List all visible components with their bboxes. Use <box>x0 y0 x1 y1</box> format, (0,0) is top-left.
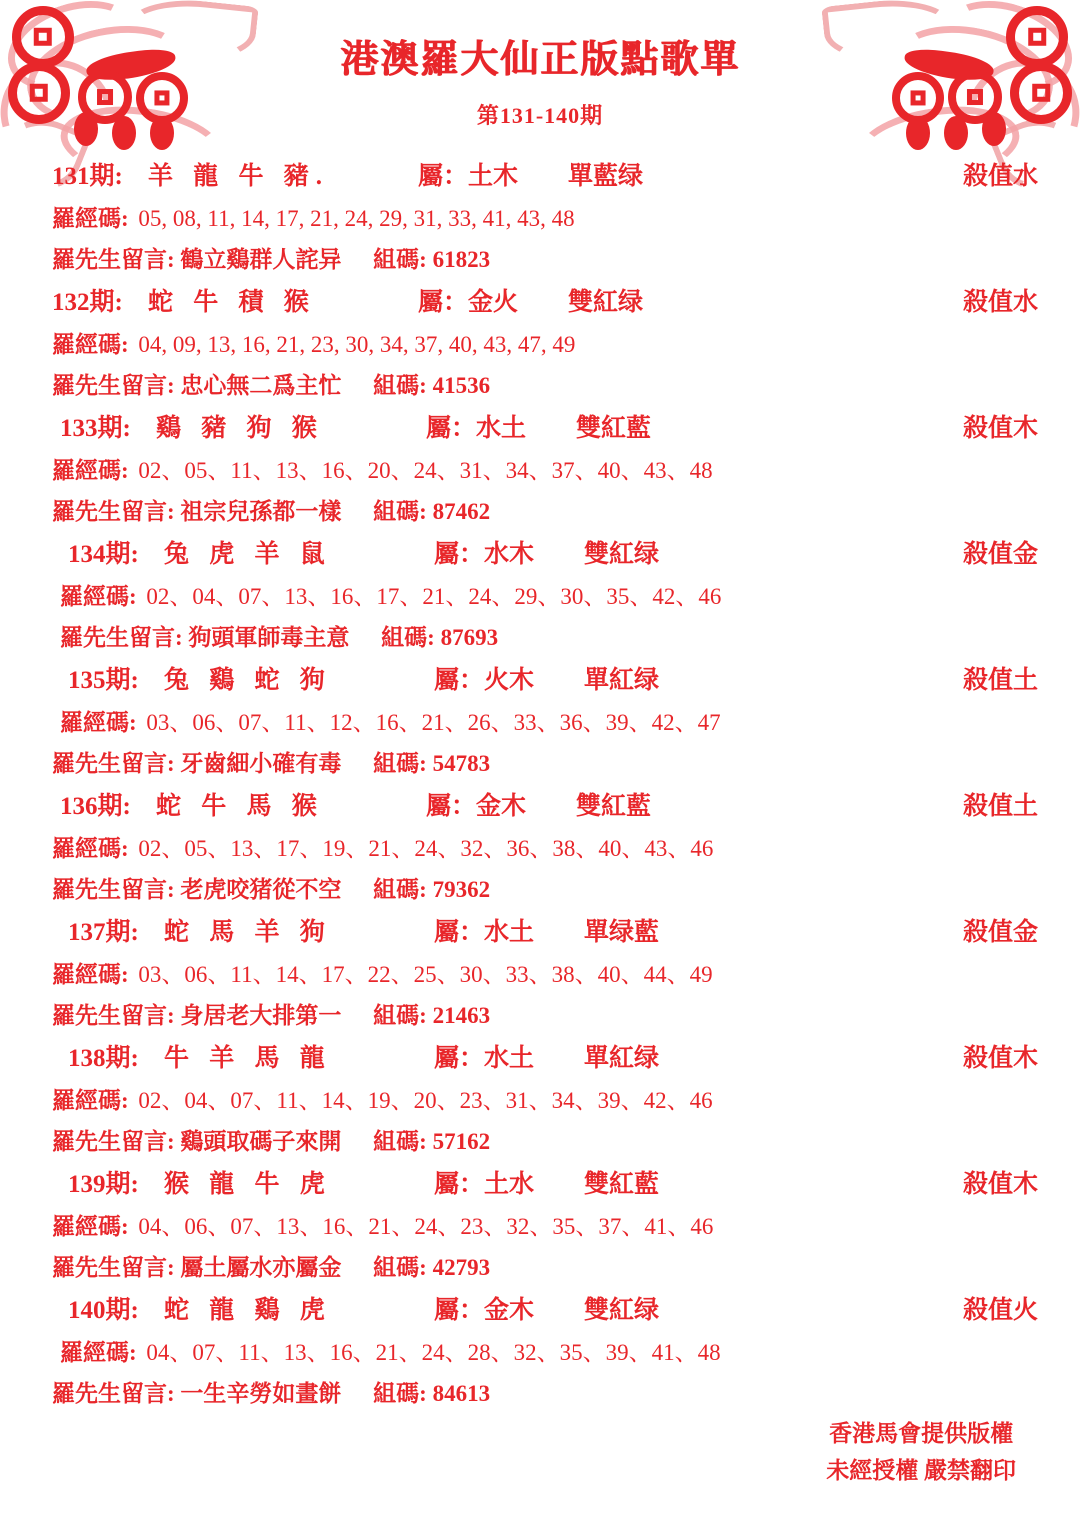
codes-label: 羅經碼: <box>52 962 129 987</box>
entry-codes-row <box>52 326 1038 359</box>
message-label: 羅先生留言: <box>52 1381 175 1406</box>
entry-period: 140期: <box>68 1297 139 1324</box>
entry-message: 屬土屬水亦屬金 <box>180 1255 342 1280</box>
group-label: 組碼: <box>381 625 435 650</box>
entry-period: 132期: <box>52 289 123 316</box>
entry-group: 79362 <box>432 877 491 902</box>
entry-message-row <box>52 1123 1038 1156</box>
entry-kill-value: 殺值土 <box>962 793 1038 820</box>
entry-kill-value: 殺值火 <box>962 1297 1038 1324</box>
entry-codes: 04、07、11、13、16、21、24、28、32、35、39、41、48 <box>146 1340 721 1365</box>
entry-group: 61823 <box>432 247 491 272</box>
entry-animals: 蛇 馬 羊 狗 <box>164 919 332 946</box>
message-label: 羅先生留言: <box>52 499 175 524</box>
entry-headline <box>52 1290 1038 1326</box>
entry-message-row <box>52 1249 1038 1282</box>
entry-element: 屬：金木 <box>426 793 527 820</box>
entry-colors: 雙紅藍 <box>584 1171 660 1198</box>
entry-period: 133期: <box>60 415 131 442</box>
group-label: 組碼: <box>373 499 427 524</box>
list-item <box>52 1164 1038 1282</box>
entry-codes-row <box>52 830 1038 863</box>
entry-codes-row <box>52 452 1038 485</box>
entry-colors: 雙紅绿 <box>584 541 660 568</box>
codes-label: 羅經碼: <box>60 710 137 735</box>
list-item <box>52 408 1038 526</box>
entry-codes-row <box>52 1208 1038 1241</box>
entry-animals: 蛇 牛 馬 猴 <box>156 793 324 820</box>
entry-headline <box>52 282 1038 318</box>
entry-element: 屬：水土 <box>426 415 527 442</box>
entry-codes: 02、05、13、17、19、21、24、32、36、38、40、43、46 <box>138 836 714 861</box>
codes-label: 羅經碼: <box>52 458 129 483</box>
entry-animals: 羊 龍 牛 豬. <box>148 163 330 190</box>
group-label: 組碼: <box>373 877 427 902</box>
entry-element: 屬：金火 <box>418 289 519 316</box>
group-label: 組碼: <box>373 1003 427 1028</box>
list-item <box>52 1290 1038 1408</box>
entry-message: 狗頭軍師毒主意 <box>188 625 350 650</box>
entry-period: 135期: <box>68 667 139 694</box>
message-label: 羅先生留言: <box>52 1129 175 1154</box>
entry-codes-row <box>52 704 1038 737</box>
entry-kill-value: 殺值土 <box>962 667 1038 694</box>
entry-codes: 02、04、07、13、16、17、21、24、29、30、35、42、46 <box>146 584 722 609</box>
entry-codes: 04、06、07、13、16、21、24、23、32、35、37、41、46 <box>138 1214 714 1239</box>
entry-message-row <box>52 871 1038 904</box>
entry-animals: 鷄 豬 狗 猴 <box>156 415 324 442</box>
entry-headline <box>52 786 1038 822</box>
entry-kill-value: 殺值水 <box>962 289 1038 316</box>
message-label: 羅先生留言: <box>52 751 175 776</box>
entry-period: 139期: <box>68 1171 139 1198</box>
group-label: 組碼: <box>373 373 427 398</box>
message-label: 羅先生留言: <box>52 1003 175 1028</box>
entry-group: 87462 <box>432 499 491 524</box>
entry-message-row <box>52 241 1038 274</box>
entry-message-row <box>52 997 1038 1030</box>
entry-period: 136期: <box>60 793 131 820</box>
entry-codes: 03、06、11、14、17、22、25、30、33、38、40、44、49 <box>138 962 713 987</box>
entry-message-row <box>52 367 1038 400</box>
entry-headline <box>52 156 1038 192</box>
message-label: 羅先生留言: <box>52 247 175 272</box>
entry-kill-value: 殺值木 <box>962 1171 1038 1198</box>
copyright-line-2: 未經授權 嚴禁翻印 <box>826 1458 1016 1484</box>
entry-kill-value: 殺值金 <box>962 541 1038 568</box>
entry-kill-value: 殺值水 <box>962 163 1038 190</box>
entry-colors: 單紅绿 <box>584 667 660 694</box>
entry-headline <box>52 408 1038 444</box>
copyright-footer <box>826 1416 1016 1490</box>
group-label: 組碼: <box>373 1255 427 1280</box>
entry-group: 54783 <box>432 751 491 776</box>
entry-group: 21463 <box>432 1003 491 1028</box>
entry-element: 屬：水土 <box>434 1045 535 1072</box>
entry-message-row <box>52 745 1038 778</box>
entry-element: 屬：水木 <box>434 541 535 568</box>
entry-colors: 雙紅绿 <box>584 1297 660 1324</box>
entry-kill-value: 殺值金 <box>962 919 1038 946</box>
entry-message: 鷄頭取碼子來開 <box>180 1129 342 1154</box>
entry-group: 84613 <box>432 1381 491 1406</box>
entry-codes: 04, 09, 13, 16, 21, 23, 30, 34, 37, 40, 43, 47, 49 <box>138 332 576 357</box>
message-label: 羅先生留言: <box>52 877 175 902</box>
entry-kill-value: 殺值木 <box>962 1045 1038 1072</box>
entry-headline <box>52 660 1038 696</box>
entry-period: 131期: <box>52 163 123 190</box>
codes-label: 羅經碼: <box>60 1340 137 1365</box>
message-label: 羅先生留言: <box>52 1255 175 1280</box>
entry-animals: 兔 鷄 蛇 狗 <box>164 667 332 694</box>
entry-message: 忠心無二爲主忙 <box>180 373 342 398</box>
group-label: 組碼: <box>373 751 427 776</box>
page-subtitle: 第131-140期 <box>476 103 604 128</box>
entry-codes: 03、06、07、11、12、16、21、26、33、36、39、42、47 <box>146 710 721 735</box>
list-item <box>52 786 1038 904</box>
entry-element: 屬：土水 <box>434 1171 535 1198</box>
entry-element: 屬：金木 <box>434 1297 535 1324</box>
list-item <box>52 282 1038 400</box>
entry-codes: 02、04、07、11、14、19、20、23、31、34、39、42、46 <box>138 1088 713 1113</box>
entry-animals: 牛 羊 馬 龍 <box>164 1045 332 1072</box>
document-header <box>0 0 1080 130</box>
entry-group: 87693 <box>440 625 499 650</box>
entry-headline <box>52 1038 1038 1074</box>
entry-group: 41536 <box>432 373 491 398</box>
entry-message: 牙齒細小確有毒 <box>180 751 342 776</box>
entry-codes: 02、05、11、13、16、20、24、31、34、37、40、43、48 <box>138 458 713 483</box>
group-label: 組碼: <box>373 1381 427 1406</box>
entries-list <box>0 156 1080 1408</box>
entry-colors: 單绿藍 <box>584 919 660 946</box>
entry-message: 一生辛勞如畫餅 <box>180 1381 342 1406</box>
codes-label: 羅經碼: <box>52 836 129 861</box>
entry-element: 屬：土木 <box>418 163 519 190</box>
entry-headline <box>52 912 1038 948</box>
codes-label: 羅經碼: <box>52 1214 129 1239</box>
copyright-line-1: 香港馬會提供版權 <box>829 1421 1014 1447</box>
entry-group: 42793 <box>432 1255 491 1280</box>
entry-message: 鶴立鷄群人詫异 <box>180 247 342 272</box>
entry-period: 138期: <box>68 1045 139 1072</box>
entry-message: 身居老大排第一 <box>180 1003 342 1028</box>
list-item <box>52 156 1038 274</box>
list-item <box>52 660 1038 778</box>
entry-codes: 05, 08, 11, 14, 17, 21, 24, 29, 31, 33, 41, 43, 48 <box>138 206 575 231</box>
entry-animals: 兔 虎 羊 鼠 <box>164 541 332 568</box>
entry-colors: 單紅绿 <box>584 1045 660 1072</box>
codes-label: 羅經碼: <box>52 332 129 357</box>
entry-headline <box>52 1164 1038 1200</box>
entry-colors: 單藍绿 <box>568 163 644 190</box>
entry-message-row <box>52 1375 1038 1408</box>
entry-animals: 猴 龍 牛 虎 <box>164 1171 332 1198</box>
entry-codes-row <box>52 578 1038 611</box>
entry-period: 134期: <box>68 541 139 568</box>
entry-message: 老虎咬猪從不空 <box>180 877 342 902</box>
group-label: 組碼: <box>373 247 427 272</box>
page-title: 港澳羅大仙正版點歌單 <box>339 39 740 81</box>
codes-label: 羅經碼: <box>60 584 137 609</box>
message-label: 羅先生留言: <box>60 625 183 650</box>
list-item <box>52 912 1038 1030</box>
message-label: 羅先生留言: <box>52 373 175 398</box>
entry-colors: 雙紅藍 <box>576 415 652 442</box>
entry-codes-row <box>52 200 1038 233</box>
group-label: 組碼: <box>373 1129 427 1154</box>
entry-kill-value: 殺值木 <box>962 415 1038 442</box>
entry-animals: 蛇 牛 積 猴 <box>148 289 316 316</box>
entry-colors: 雙紅绿 <box>568 289 644 316</box>
entry-headline <box>52 534 1038 570</box>
entry-codes-row <box>52 956 1038 989</box>
codes-label: 羅經碼: <box>52 206 129 231</box>
entry-group: 57162 <box>432 1129 491 1154</box>
entry-period: 137期: <box>68 919 139 946</box>
entry-message-row <box>52 619 1038 652</box>
entry-element: 屬：火木 <box>434 667 535 694</box>
list-item <box>52 1038 1038 1156</box>
entry-codes-row <box>52 1082 1038 1115</box>
list-item <box>52 534 1038 652</box>
entry-colors: 雙紅藍 <box>576 793 652 820</box>
codes-label: 羅經碼: <box>52 1088 129 1113</box>
entry-element: 屬：水土 <box>434 919 535 946</box>
entry-codes-row <box>52 1334 1038 1367</box>
entry-message: 祖宗兒孫都一樣 <box>180 499 342 524</box>
entry-message-row <box>52 493 1038 526</box>
entry-animals: 蛇 龍 鷄 虎 <box>164 1297 332 1324</box>
